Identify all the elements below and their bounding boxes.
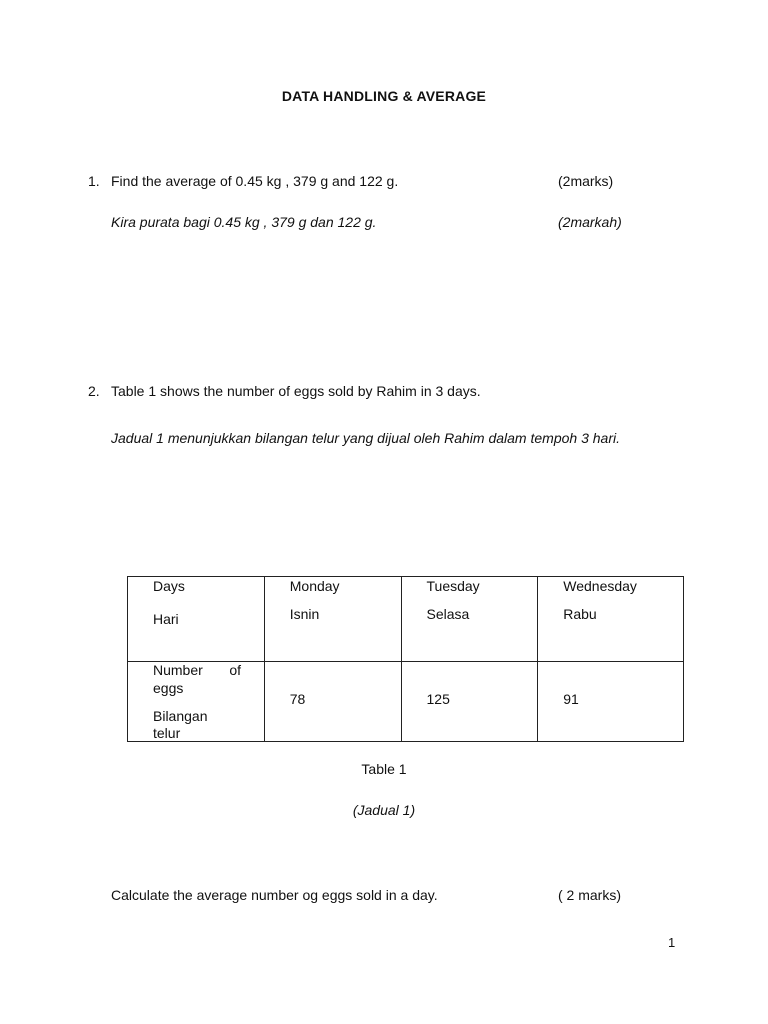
question-1-text: Find the average of 0.45 kg , 379 g and 122 g. xyxy=(111,173,399,189)
eggs-label-line2: eggs xyxy=(153,680,184,696)
day-name-malay: Isnin xyxy=(289,606,320,622)
question-1-number: 1. xyxy=(88,173,100,189)
day-name-malay: Rabu xyxy=(563,606,597,622)
day-name: Tuesday xyxy=(426,578,480,594)
table-cell-value-1 xyxy=(264,662,401,742)
eggs-label-line1 xyxy=(153,662,241,678)
table-cell-day-1 xyxy=(264,577,401,662)
days-label: Days xyxy=(153,578,185,594)
table-cell-value-2 xyxy=(401,662,538,742)
table-caption-malay: (Jadual 1) xyxy=(352,802,416,818)
eggs-label-malay-line1: Bilangan xyxy=(153,708,208,724)
days-label-malay: Hari xyxy=(153,611,179,627)
page-number: 1 xyxy=(668,935,676,950)
table-header-row xyxy=(128,577,684,662)
question-2-text: Table 1 shows the number of eggs sold by Rahim in 3 days. xyxy=(111,383,481,399)
table-cell-eggs-label xyxy=(128,662,265,742)
table-data-row xyxy=(128,662,684,742)
question-2-text-malay: Jadual 1 menunjukkan bilangan telur yang dijual oleh Rahim dalam tempoh 3 hari. xyxy=(111,430,620,446)
eggs-value: 91 xyxy=(563,691,579,707)
question-1-text-malay: Kira purata bagi 0.45 kg , 379 g dan 122 g. xyxy=(111,214,377,230)
eggs-label-word-of: of xyxy=(229,662,241,678)
eggs-sold-table xyxy=(127,576,684,742)
question-2-marks: ( 2 marks) xyxy=(558,887,621,903)
table-caption: Table 1 xyxy=(361,761,407,777)
table-cell-day-3 xyxy=(538,577,684,662)
eggs-label-word-number: Number xyxy=(153,662,203,678)
document-title: DATA HANDLING & AVERAGE xyxy=(281,88,487,104)
table-cell-value-3 xyxy=(538,662,684,742)
table-cell-days-label xyxy=(128,577,265,662)
day-name-malay: Selasa xyxy=(426,606,470,622)
day-name: Wednesday xyxy=(563,578,637,594)
question-2-number: 2. xyxy=(88,383,100,399)
eggs-value: 125 xyxy=(426,691,450,707)
day-name: Monday xyxy=(289,578,340,594)
eggs-label-malay-line2: telur xyxy=(153,725,181,741)
table-cell-day-2 xyxy=(401,577,538,662)
question-1-marks: (2marks) xyxy=(558,173,614,189)
question-1-marks-malay: (2markah) xyxy=(558,214,622,230)
eggs-value: 78 xyxy=(289,691,306,707)
question-2-prompt: Calculate the average number og eggs sold in a day. xyxy=(111,887,438,903)
